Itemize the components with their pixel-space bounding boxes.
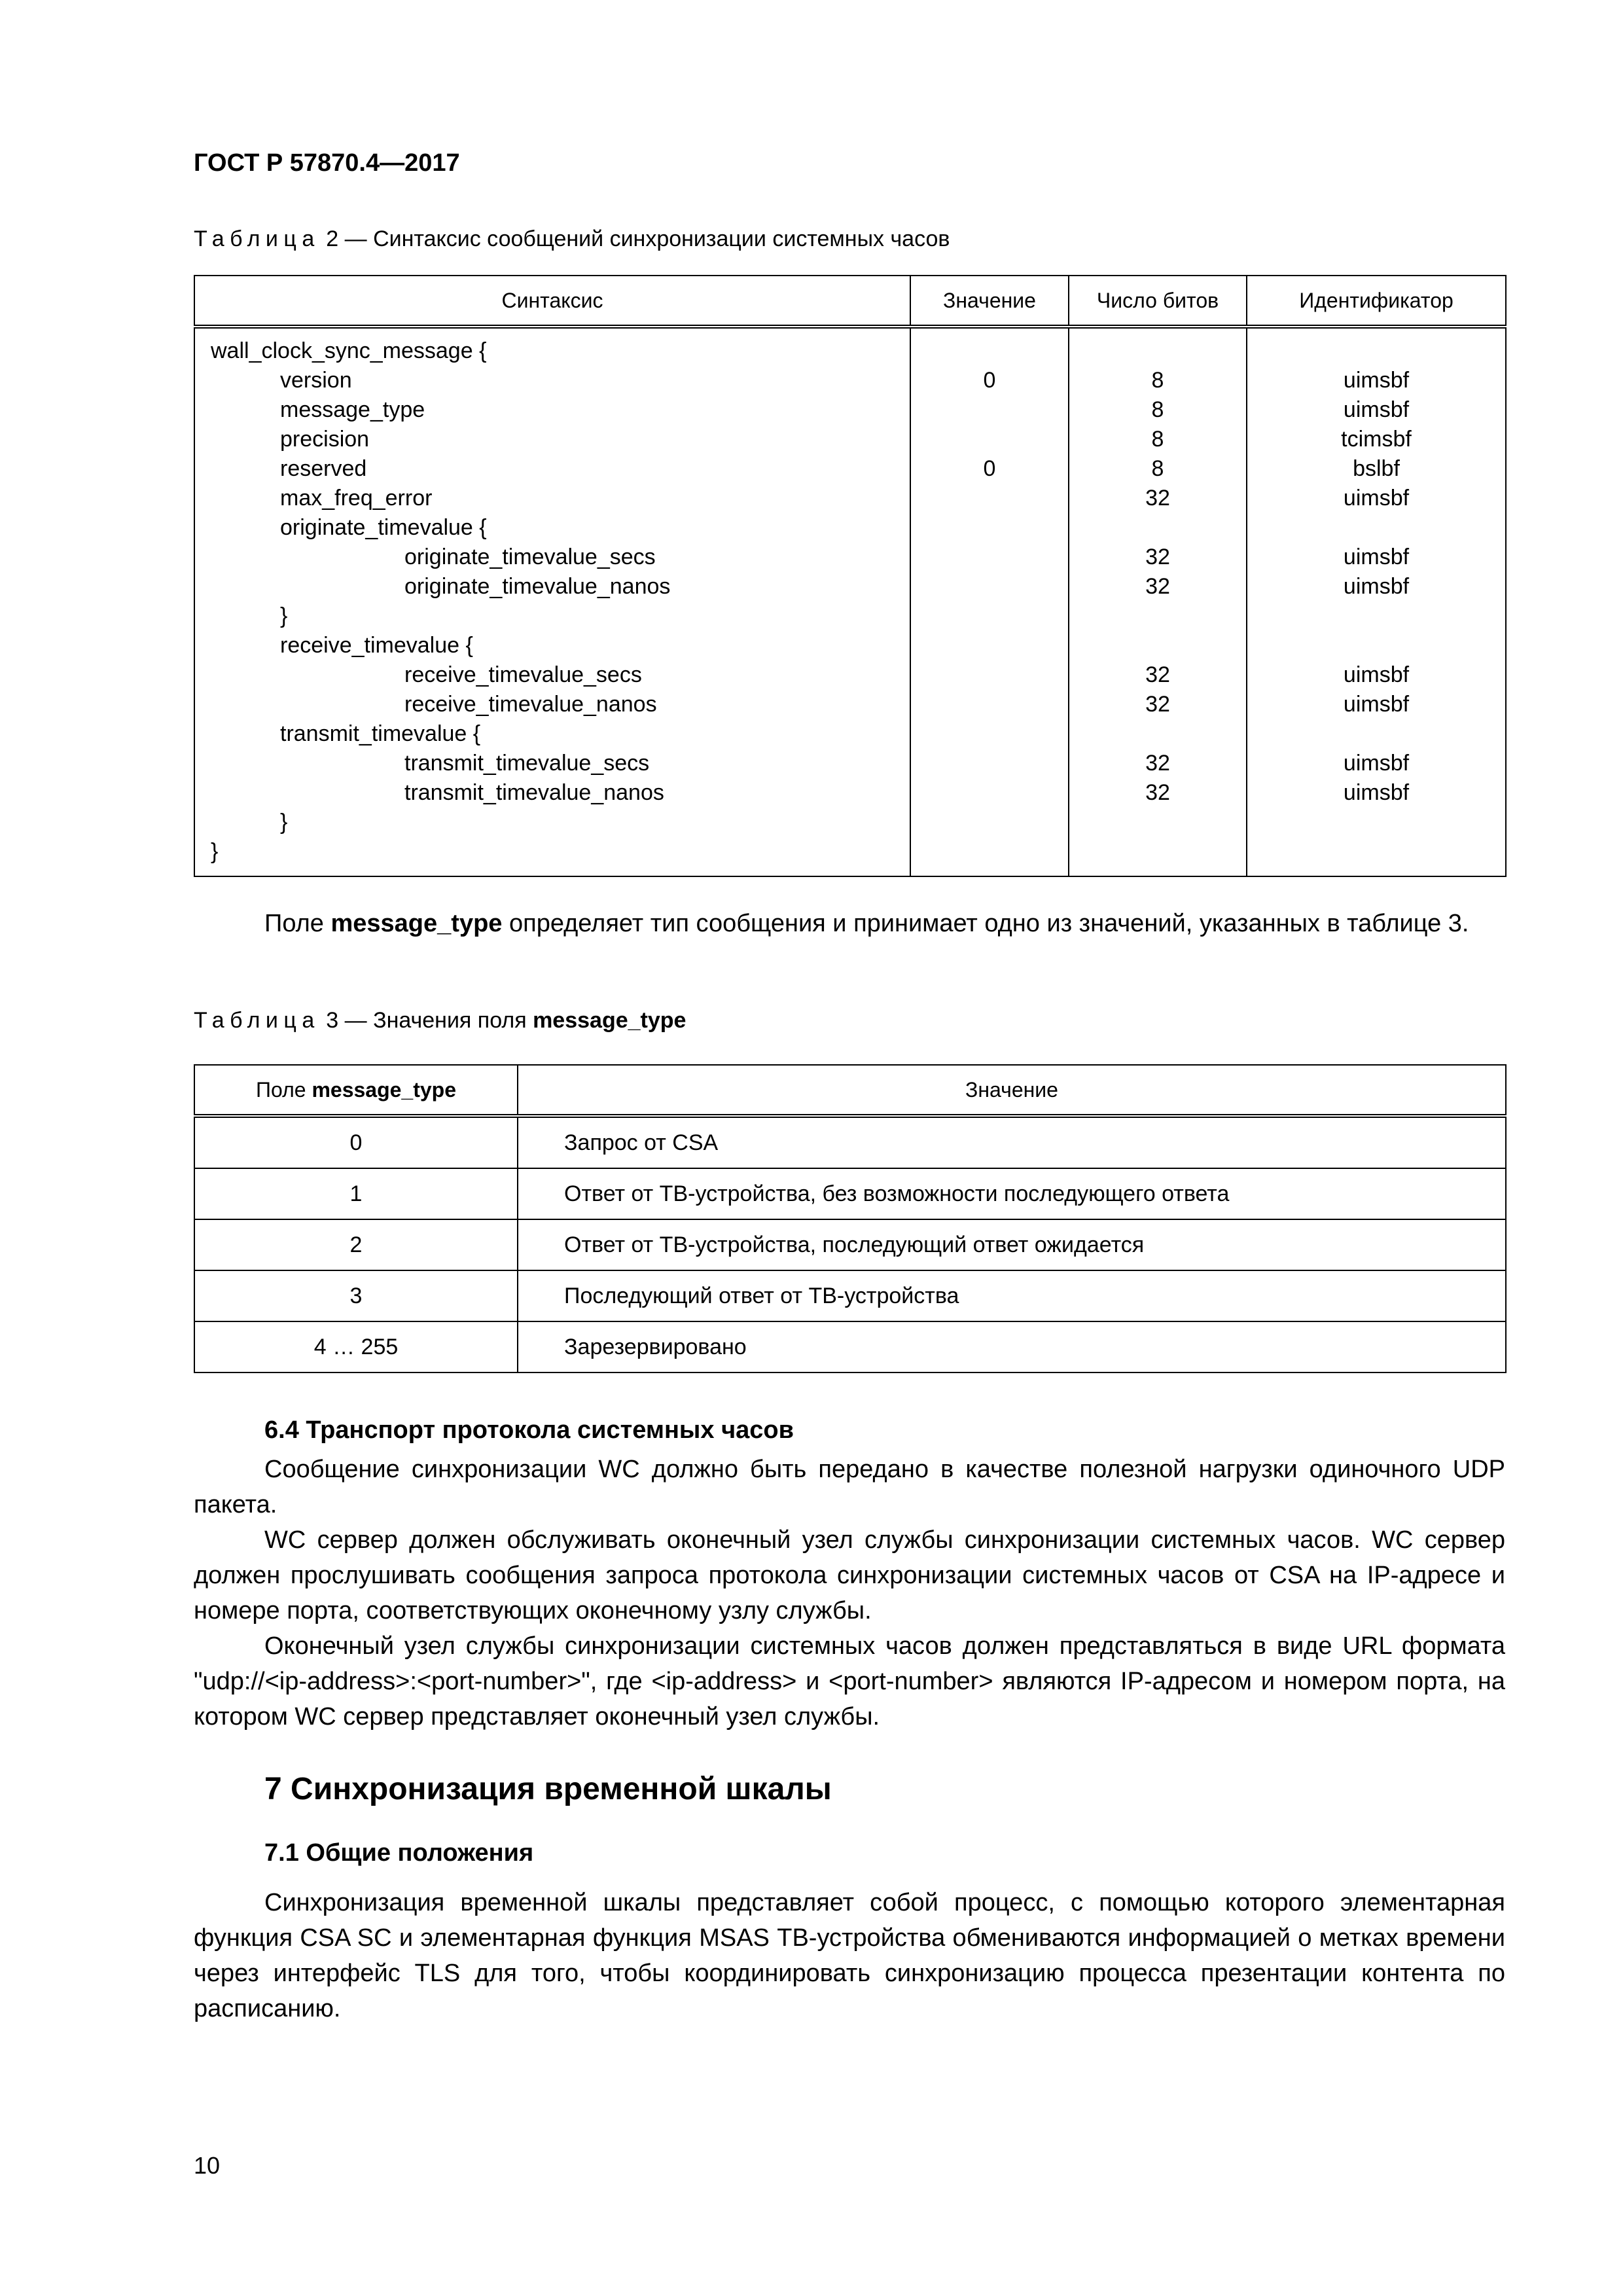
bits-line: 32 (1145, 486, 1170, 511)
value-line: 0 (983, 456, 996, 481)
syntax-table (194, 275, 1507, 877)
bits-line: 32 (1145, 692, 1170, 717)
value-line (911, 484, 1068, 513)
section-heading-7: 7 Синхронизация временной шкалы (264, 1772, 832, 1806)
value-line (911, 631, 1068, 660)
col-value: Значение (910, 276, 1069, 327)
paragraph: Сообщение синхронизации WC должно быть передано в качестве полезной нагрузки одиночного UDP пакета. (194, 1456, 1505, 1518)
syntax-line: receive_timevalue_secs (404, 662, 642, 687)
bits-line (1069, 808, 1246, 837)
code-cell: 3 (194, 1270, 518, 1321)
bits-line (1069, 719, 1246, 749)
value-line (911, 543, 1068, 572)
table-row (194, 1270, 1506, 1321)
paragraph: Оконечный узел службы синхронизации системных часов должен представляться в виде URL формата "udp://<ip-address>:<port-number>", где <ip-address> и <port-number> являются IP-адресом и номером порта, на котором WC сервер представляет оконечный узел службы. (194, 1632, 1505, 1731)
syntax-line: precision (280, 427, 370, 452)
value-line: 0 (983, 368, 996, 393)
text-span: определяет тип сообщения и принимает одно из значений, указанных в таблице 3. (508, 910, 1469, 937)
syntax-line: originate_timevalue_nanos (404, 574, 671, 599)
identifier-line: uimsbf (1343, 545, 1410, 569)
message-type-table (194, 1064, 1507, 1373)
meaning-cell: Зарезервировано (518, 1321, 1506, 1372)
table3-title-prefix: 3 — Значения поля (326, 1008, 527, 1033)
identifier-line: uimsbf (1343, 574, 1410, 599)
bits-line (1069, 837, 1246, 867)
bits-line: 32 (1145, 574, 1170, 599)
code-cell: 2 (194, 1219, 518, 1270)
col-identifier: Идентификатор (1247, 276, 1506, 327)
identifier-line (1247, 837, 1505, 867)
section-heading-6-4: 6.4 Транспорт протокола системных часов (264, 1416, 794, 1444)
meaning-cell: Ответ от ТВ-устройства, последующий ответ ожидается (518, 1219, 1506, 1270)
identifier-line: tcimsbf (1341, 427, 1412, 452)
syntax-line: } (280, 603, 288, 628)
bits-line: 8 (1151, 456, 1164, 481)
identifier-line (1247, 719, 1505, 749)
value-line (911, 336, 1068, 366)
syntax-line: version (280, 368, 352, 393)
identifier-cell (1247, 327, 1506, 876)
syntax-cell (194, 327, 910, 876)
col-meaning: Значение (518, 1065, 1506, 1116)
bits-line: 32 (1145, 545, 1170, 569)
bits-line: 32 (1145, 662, 1170, 687)
col-field-prefix: Поле (255, 1077, 306, 1102)
meaning-cell: Запрос от CSA (518, 1116, 1506, 1168)
value-line (911, 425, 1068, 454)
syntax-line: } (211, 839, 219, 864)
bits-line: 8 (1151, 368, 1164, 393)
identifier-line: bslbf (1353, 456, 1400, 481)
bits-line (1069, 336, 1246, 366)
code-cell: 1 (194, 1168, 518, 1219)
paragraph: WC сервер должен обслуживать оконечный узел службы синхронизации системных часов. WC сервер должен прослушивать сообщения запроса протокола синхронизации системных часов от CSA на IP-адресе и номере порта, соответствующих оконечному узлу службы. (194, 1526, 1505, 1624)
col-syntax: Синтаксис (194, 276, 910, 327)
value-line (911, 837, 1068, 867)
syntax-line: receive_timevalue_nanos (404, 692, 657, 717)
bits-line (1069, 513, 1246, 543)
syntax-line: wall_clock_sync_message { (211, 338, 487, 363)
identifier-line: uimsbf (1343, 751, 1410, 776)
meaning-cell: Ответ от ТВ-устройства, без возможности последующего ответа (518, 1168, 1506, 1219)
bits-line: 32 (1145, 751, 1170, 776)
identifier-line: uimsbf (1343, 692, 1410, 717)
table3-caption (194, 1008, 686, 1033)
identifier-line: uimsbf (1343, 368, 1410, 393)
col-field-name: message_type (312, 1077, 457, 1102)
value-cell (910, 327, 1069, 876)
message-type-paragraph (194, 906, 1505, 941)
identifier-line: uimsbf (1343, 397, 1410, 422)
table3-title-field: message_type (533, 1008, 687, 1033)
syntax-line: transmit_timevalue { (280, 721, 481, 746)
syntax-line: max_freq_error (280, 486, 433, 511)
bits-line (1069, 601, 1246, 631)
syntax-line: receive_timevalue { (280, 633, 473, 658)
bits-line: 8 (1151, 397, 1164, 422)
document-header: ГОСТ Р 57870.4—2017 (194, 149, 460, 177)
value-line (911, 572, 1068, 601)
bits-line: 32 (1145, 780, 1170, 805)
table2-title: 2 — Синтаксис сообщений синхронизации системных часов (326, 226, 950, 251)
bits-cell (1069, 327, 1247, 876)
col-bits: Число битов (1069, 276, 1247, 327)
table-row (194, 1219, 1506, 1270)
value-line (911, 690, 1068, 719)
value-line (911, 513, 1068, 543)
table2-caption (194, 226, 950, 252)
table3-label: Таблица (194, 1008, 320, 1033)
identifier-line: uimsbf (1343, 780, 1410, 805)
value-line (911, 660, 1068, 690)
bits-line (1069, 631, 1246, 660)
value-line (911, 395, 1068, 425)
syntax-line: originate_timevalue { (280, 515, 487, 540)
col-field (194, 1065, 518, 1116)
identifier-line (1247, 513, 1505, 543)
meaning-cell: Последующий ответ от ТВ-устройства (518, 1270, 1506, 1321)
syntax-line: transmit_timevalue_nanos (404, 780, 664, 805)
syntax-line: message_type (280, 397, 425, 422)
identifier-line: uimsbf (1343, 486, 1410, 511)
bits-line: 8 (1151, 427, 1164, 452)
identifier-line (1247, 631, 1505, 660)
code-cell: 0 (194, 1116, 518, 1168)
paragraph: Синхронизация временной шкалы представляет собой процесс, с помощью которого элементарная функция CSA SC и элементарная функция MSAS ТВ-устройства обмениваются информацией о метках времени через интерфейс TLS для того, чтобы координировать синхронизацию процесса презентации контента по расписанию. (194, 1889, 1505, 2022)
value-line (911, 601, 1068, 631)
syntax-line: } (280, 810, 288, 834)
table2-label: Таблица (194, 226, 320, 251)
code-cell: 4 … 255 (194, 1321, 518, 1372)
syntax-line: reserved (280, 456, 367, 481)
value-line (911, 749, 1068, 778)
section-heading-7-1: 7.1 Общие положения (264, 1839, 534, 1867)
page-number: 10 (194, 2152, 221, 2179)
identifier-line: uimsbf (1343, 662, 1410, 687)
identifier-line (1247, 601, 1505, 631)
value-line (911, 778, 1068, 808)
value-line (911, 808, 1068, 837)
text-span: Поле (264, 910, 324, 937)
field-name: message_type (330, 910, 503, 937)
syntax-line: transmit_timevalue_secs (404, 751, 650, 776)
identifier-line (1247, 808, 1505, 837)
identifier-line (1247, 336, 1505, 366)
table-row (194, 1168, 1506, 1219)
table-row (194, 1116, 1506, 1168)
syntax-line: originate_timevalue_secs (404, 545, 656, 569)
value-line (911, 719, 1068, 749)
table-row (194, 1321, 1506, 1372)
